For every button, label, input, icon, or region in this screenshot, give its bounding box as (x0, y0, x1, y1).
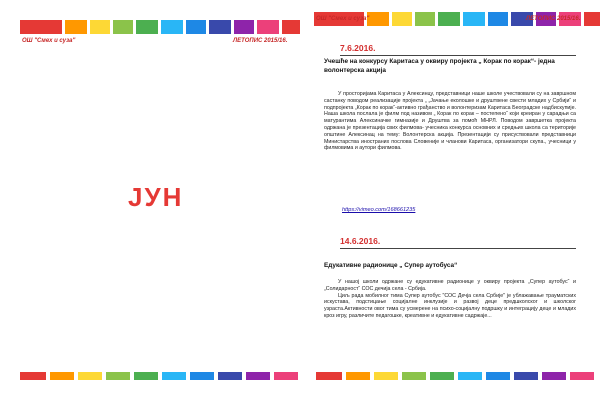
color-segment (316, 372, 342, 380)
color-segment (392, 12, 412, 26)
color-segment (113, 20, 133, 34)
color-segment (584, 12, 600, 26)
color-segment (488, 12, 508, 26)
divider (340, 248, 576, 249)
article-date: 14.6.2016. (340, 236, 381, 246)
color-segment (218, 372, 242, 380)
article-title: Учешће на конкурсу Каритаса у оквиру пројекта „ Корак по корак“- једна волонтерска акција (324, 58, 555, 74)
color-segment (486, 372, 510, 380)
color-segment (514, 372, 538, 380)
color-segment (430, 372, 454, 380)
color-segment (463, 12, 485, 26)
color-segment (50, 372, 74, 380)
color-segment (209, 20, 231, 34)
color-segment (246, 372, 270, 380)
article-title: Едукативне радионице „ Супер аутобуса“ (324, 262, 458, 269)
header-school-name: ОШ "Смех и суза" (316, 16, 370, 22)
color-segment (374, 372, 398, 380)
color-segment (162, 372, 186, 380)
bottom-color-strip (316, 372, 594, 380)
color-segment (234, 20, 254, 34)
article-body (324, 279, 576, 320)
bottom-color-strip (20, 372, 298, 380)
color-segment (415, 12, 435, 26)
color-segment (542, 372, 566, 380)
top-color-strip (20, 20, 310, 34)
color-segment (190, 372, 214, 380)
header-yearbook: ЛЕТОПИС 2015/16. (233, 38, 288, 44)
article-date: 7.6.2016. (340, 43, 376, 53)
color-segment (346, 372, 370, 380)
article-paragraph: У нашој школи одржане су едукативне радионице у оквиру пројекта „Супер аутобус“ и „Солидарност“ СОС дечија села - Србија. (324, 279, 576, 292)
article-paragraph: У просторијама Каритаса у Алексинцу, представници наше школе учествовали су на завршном састанку поводом реализације пројекта „ „Јачање еколошке и друштвене свести младих у Србији“ и подпројекта „Корак по корак“-активно грађанство и волонтеризам Каритаса Београдске надбискупије. Наша школа послала је филм под називом „ Корак по корак – постепено“ који креиран у сарадњи са матурантима Алексиначке гимназије и Друштва за помоћ МНРЛ. Поводом завршетка пројекта одржана је презентација свих филмова- учесника конкурса основних и средњих школа са територије општине Алексинац на тему: Волонтерска акција. Презентацији су присуствовали представници Министарства иностраних послова Словеније и чланови Каритаса, организатори скупа., учесници у филмовима и аутори филмова. (324, 91, 576, 152)
color-segment (134, 372, 158, 380)
right-page (300, 0, 600, 400)
article-paragraph: Циљ рада мобилног тима Супер аутобус "СОС Дечја села Србије" је ублажавање трауматских искустава, подстицање социјалне инклузије и развој деце предшколског и школског узраста.Активности овог тима су усмерене на психо-социјалну подршку и интеграцију деце и младих кроз игру, различите педагошке, креативне и едукативне садржаје... (324, 292, 576, 319)
color-segment (78, 372, 102, 380)
video-link[interactable]: https://vimeo.com/168661235 (342, 207, 416, 213)
divider (340, 55, 576, 56)
color-segment (438, 12, 460, 26)
color-segment (65, 20, 87, 34)
month-title: ЈУН (128, 182, 184, 212)
color-segment (136, 20, 158, 34)
color-segment (106, 372, 130, 380)
color-segment (402, 372, 426, 380)
color-segment (90, 20, 110, 34)
color-segment (458, 372, 482, 380)
header-yearbook: ЛЕТОПИС 2015/16. (526, 16, 581, 22)
color-segment (367, 12, 389, 26)
color-segment (570, 372, 594, 380)
color-segment (186, 20, 206, 34)
header-school-name: ОШ "Смех и суза" (22, 38, 76, 44)
color-segment (20, 20, 62, 34)
color-segment (257, 20, 279, 34)
color-segment (161, 20, 183, 34)
color-segment (274, 372, 298, 380)
article-body (324, 91, 576, 152)
color-segment (20, 372, 46, 380)
